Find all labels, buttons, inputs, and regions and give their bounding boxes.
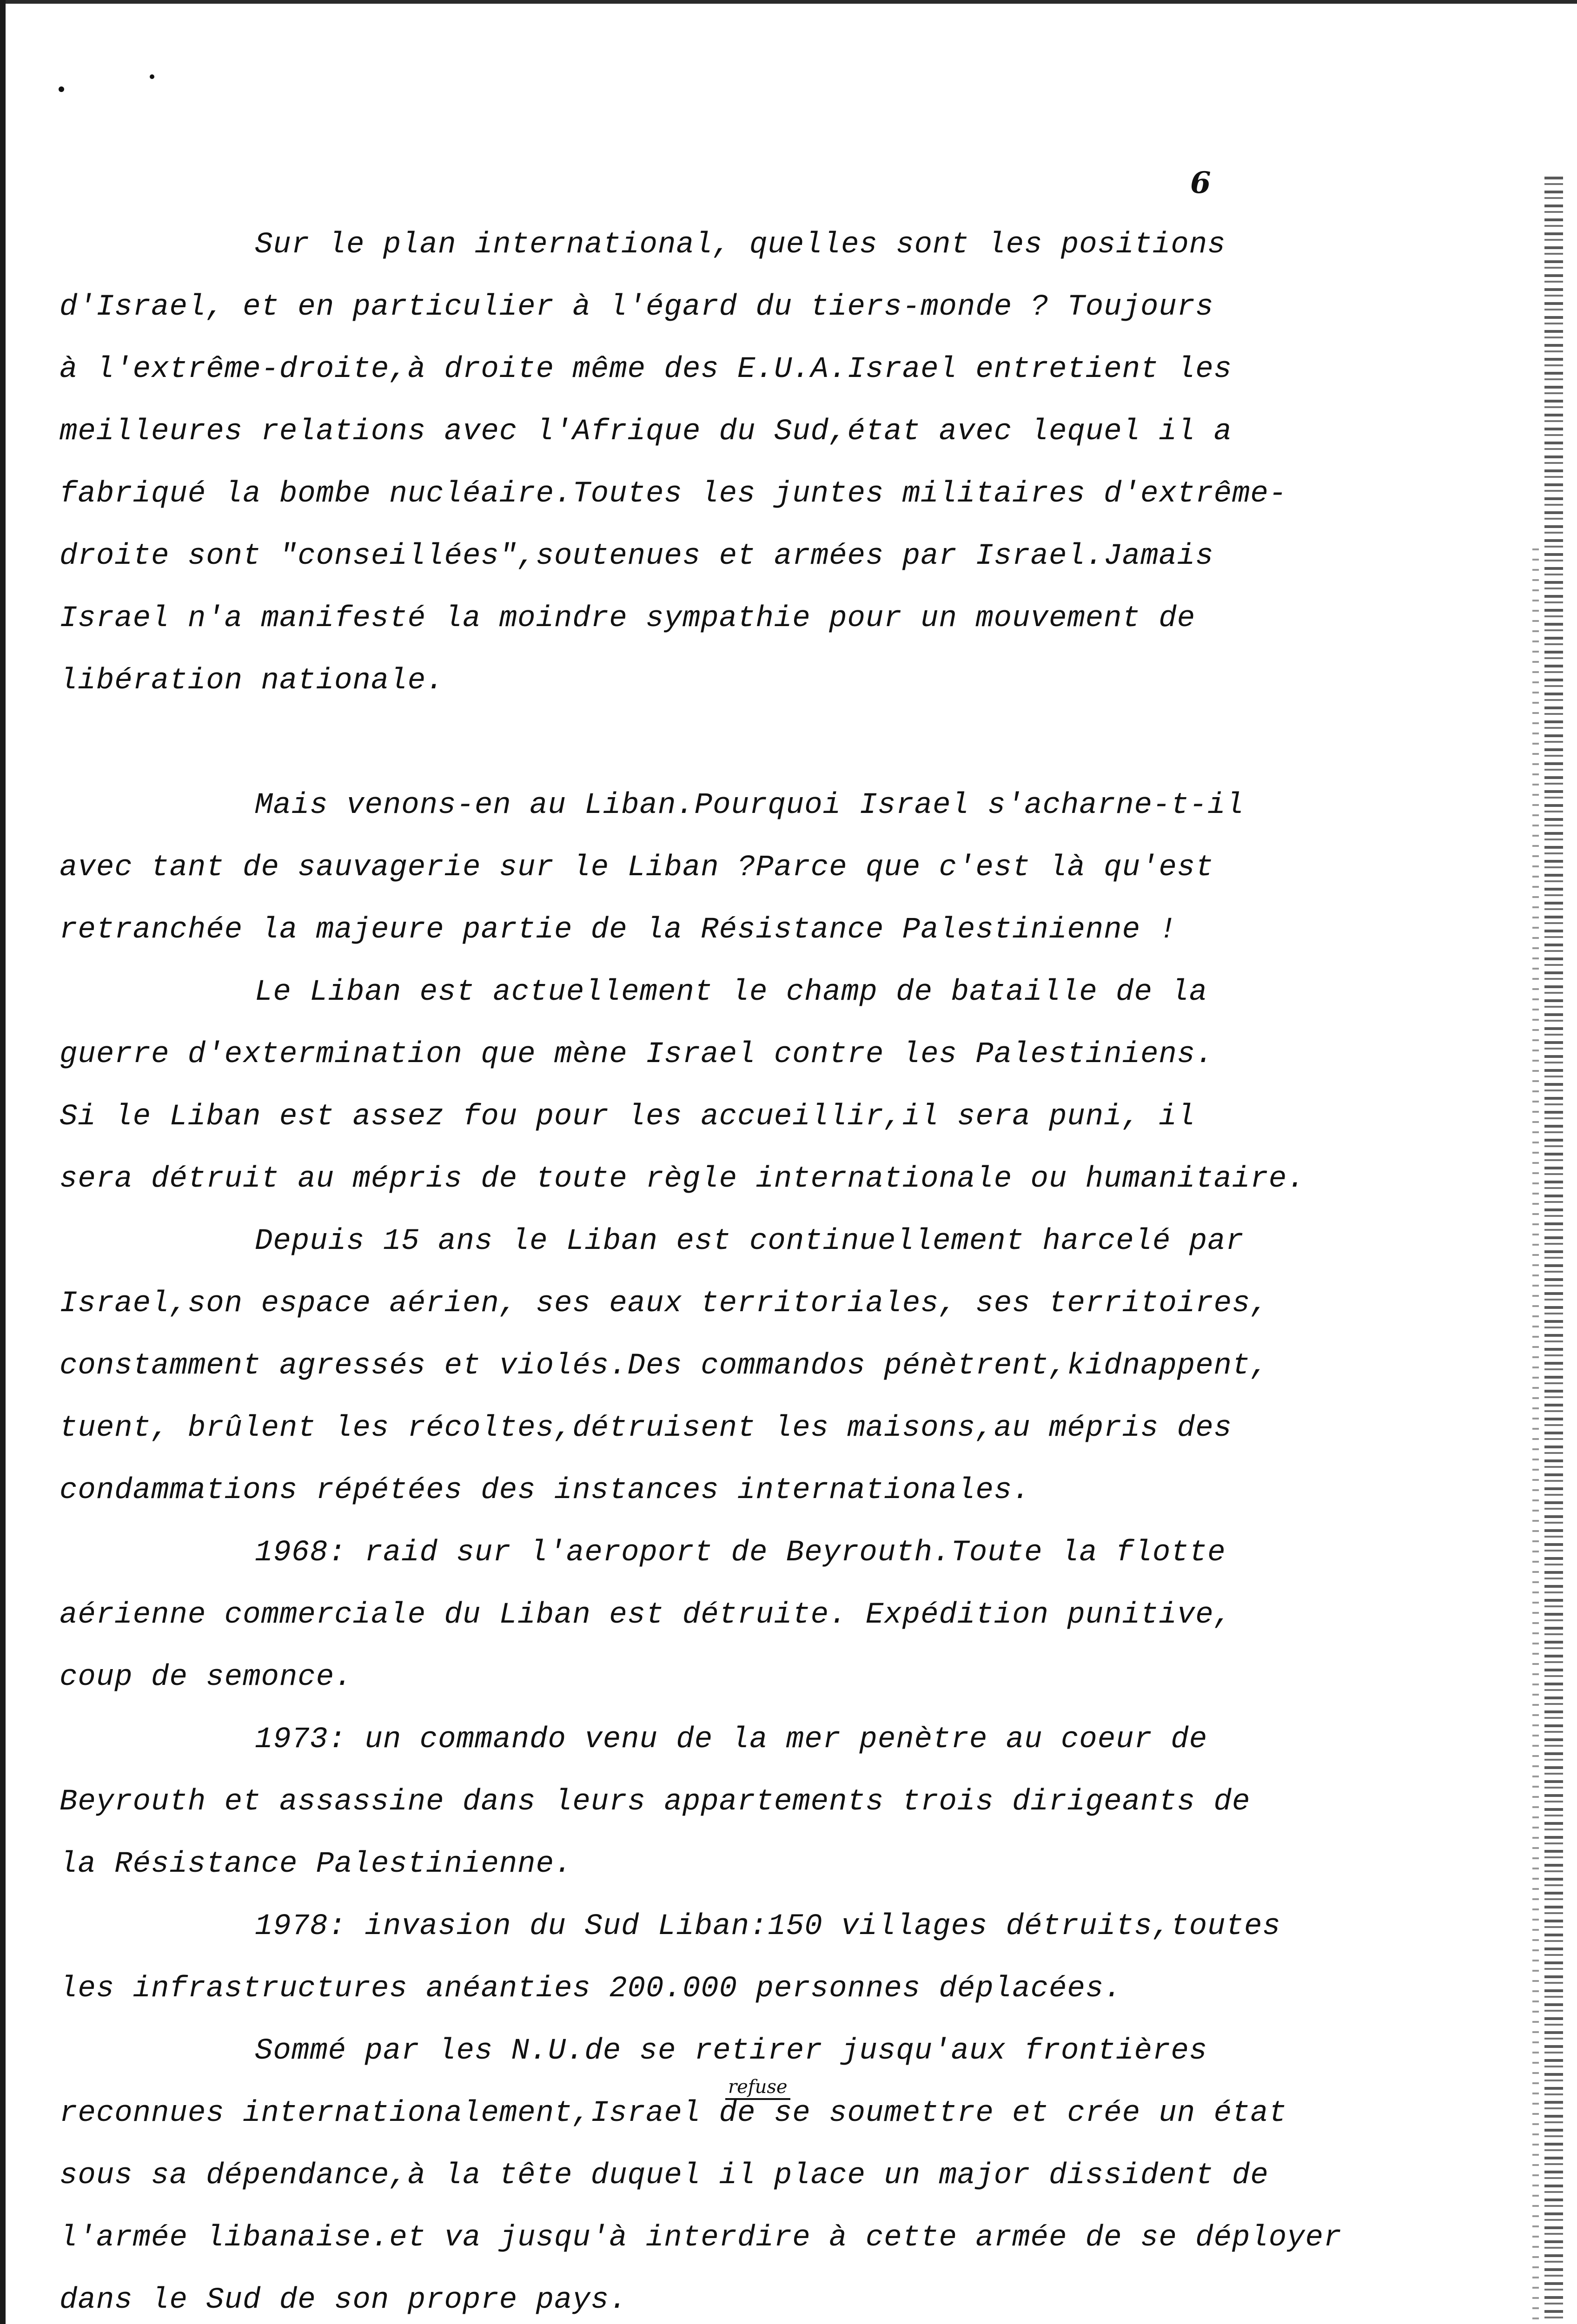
text-line: Israel,son espace aérien, ses eaux territoriales, ses territoires,: [60, 1287, 1269, 1320]
text-line: sous sa dépendance,à la tête duquel il place un major dissident de: [60, 2159, 1269, 2192]
text-line: 1968: raid sur l'aeroport de Beyrouth.Toute la flotte: [255, 1536, 1226, 1570]
text-line: Le Liban est actuellement le champ de bataille de la: [255, 976, 1208, 1009]
paragraph-gap: [60, 712, 1389, 774]
text-line: Si le Liban est assez fou pour les accueillir,il sera puni, il: [60, 1100, 1196, 1134]
text-line: tuent, brûlent les récoltes,détruisent les maisons,au mépris des: [60, 1412, 1232, 1445]
text-line: les infrastructures anéanties 200.000 personnes déplacées.: [60, 1972, 1122, 2006]
text-line: Sommé par les N.U.de se retirer jusqu'aux frontières: [255, 2034, 1208, 2068]
text-line: constamment agressés et violés.Des commandos pénètrent,kidnappent,: [60, 1349, 1269, 1383]
text-line: retranchée la majeure partie de la Résistance Palestinienne !: [60, 913, 1177, 947]
scan-right-edge-noise: [1544, 177, 1563, 2324]
text-line: coup de semonce.: [60, 1661, 353, 1694]
text-line: dans le Sud de son propre pays.: [60, 2284, 628, 2317]
text-line: fabriqué la bombe nucléaire.Toutes les juntes militaires d'extrême-: [60, 477, 1287, 511]
text-line: Beyrouth et assassine dans leurs appartements trois dirigeants de: [60, 1785, 1251, 1819]
text-line: droite sont "conseillées",soutenues et armées par Israel.Jamais: [60, 540, 1214, 573]
text-line: avec tant de sauvagerie sur le Liban ?Parce que c'est là qu'est: [60, 851, 1214, 885]
text-line: reconnues internationalement,Israel de se soumettre et crée un état: [60, 2097, 1287, 2130]
text-line: guerre d'extermination que mène Israel contre les Palestiniens.: [60, 1038, 1214, 1071]
text-line: aérienne commerciale du Liban est détruite. Expédition punitive,: [60, 1598, 1232, 1632]
text-line: libération nationale.: [60, 664, 444, 698]
scan-left-edge: [0, 0, 6, 2324]
text-line: 1973: un commando venu de la mer penètre au coeur de: [255, 1723, 1208, 1756]
text-line: Sur le plan international, quelles sont les positions: [255, 228, 1226, 262]
scan-speck: [59, 86, 64, 92]
page-number: 6: [1190, 165, 1211, 200]
text-line: condammations répétées des instances internationales.: [60, 1474, 1031, 1507]
text-line: Mais venons-en au Liban.Pourquoi Israel s'acharne-t-il: [255, 789, 1244, 822]
scan-top-edge: [0, 0, 1577, 4]
scan-right-inner-noise: [1532, 548, 1539, 2324]
text-line: l'armée libanaise.et va jusqu'à interdire à cette armée de se déployer: [60, 2221, 1342, 2255]
text-line: Israel n'a manifesté la moindre sympathie pour un mouvement de: [60, 602, 1196, 635]
text-line: sera détruit au mépris de toute règle internationale ou humanitaire.: [60, 1162, 1305, 1196]
body-text: [60, 214, 1389, 2324]
text-line: 1978: invasion du Sud Liban:150 villages détruits,toutes: [255, 1910, 1281, 1943]
handwritten-correction: refuse: [725, 2078, 790, 2100]
text-line: meilleures relations avec l'Afrique du Sud,état avec lequel il a: [60, 415, 1232, 449]
text-line: d'Israel, et en particulier à l'égard du tiers-monde ? Toujours: [60, 290, 1214, 324]
text-line: la Résistance Palestinienne.: [60, 1848, 573, 1881]
text-line: à l'extrême-droite,à droite même des E.U.A.Israel entretient les: [60, 353, 1232, 386]
text-line: Depuis 15 ans le Liban est continuellement harcelé par: [255, 1225, 1244, 1258]
scan-speck: [150, 74, 154, 79]
